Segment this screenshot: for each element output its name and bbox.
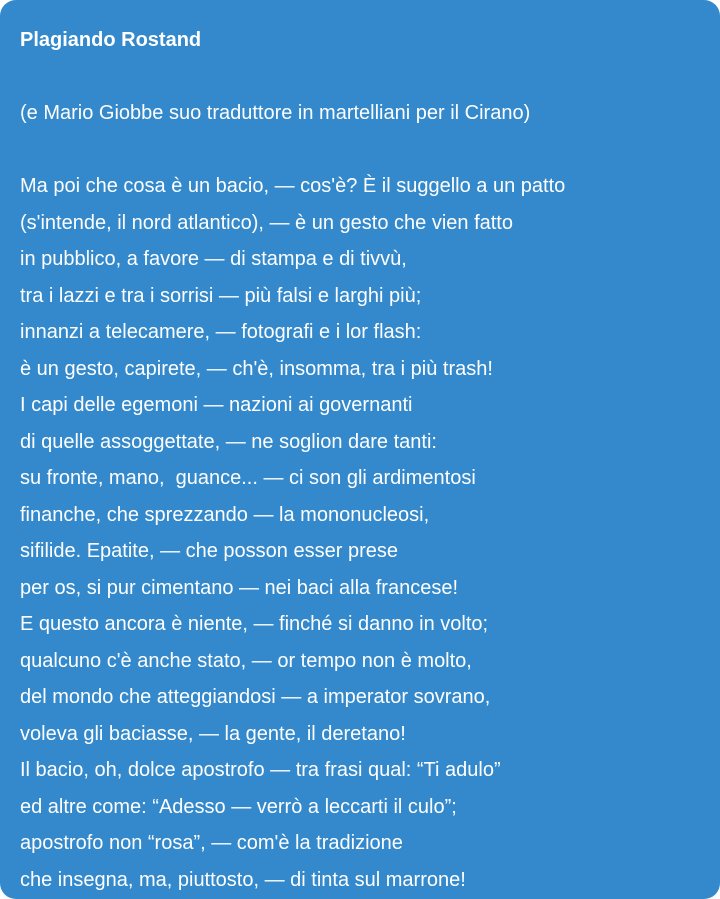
poem-line: E questo ancora è niente, — finché si danno in volto; xyxy=(20,613,489,635)
poem-line: per os, si pur cimentano — nei baci alla francese! xyxy=(20,576,458,599)
poem-line: sifilide. Epatite, — che posson esser prese xyxy=(20,540,398,562)
poem-line: Il bacio, oh, dolce apostrofo — tra frasi qual: “Ti adulo” xyxy=(20,759,501,781)
blank-line xyxy=(20,132,700,169)
poem-line: in pubblico, a favore — di stampa e di tivvù, xyxy=(20,248,407,270)
poem-line: di quelle assoggettate, — ne soglion dare tanti: xyxy=(20,430,437,453)
poem-line: del mondo che atteggiandosi — a imperator sovrano, xyxy=(20,686,491,708)
poem-line: qualcuno c'è anche stato, — or tempo non è molto, xyxy=(20,649,472,672)
poem-body xyxy=(20,168,700,898)
poem-line: Ma poi che cosa è un bacio, — cos'è? È il suggello a un patto xyxy=(20,175,566,197)
poem-line: è un gesto, capirete, — ch'è, insomma, tra i più trash! xyxy=(20,357,493,380)
message-title: Plagiando Rostand xyxy=(20,29,202,51)
poem-line: ed altre come: “Adesso — verrò a leccarti il culo”; xyxy=(20,795,457,818)
poem-line: che insegna, ma, piuttosto, — di tinta sul marrone! xyxy=(20,868,466,891)
poem-line: (s'intende, il nord atlantico), — è un gesto che vien fatto xyxy=(20,211,513,234)
blank-line xyxy=(20,59,700,96)
poem-line: voleva gli baciasse, — la gente, il deretano! xyxy=(20,722,406,745)
poem-line: innanzi a telecamere, — fotografi e i lor flash: xyxy=(20,321,422,343)
poem-line: tra i lazzi e tra i sorrisi — più falsi e larghi più; xyxy=(20,284,422,307)
poem-line: apostrofo non “rosa”, — com'è la tradizione xyxy=(20,832,403,854)
poem-line: I capi delle egemoni — nazioni ai governanti xyxy=(20,394,413,416)
message-subtitle: (e Mario Giobbe suo traduttore in martelliani per il Cirano) xyxy=(20,102,531,124)
poem-line: finanche, che sprezzando — la mononucleosi, xyxy=(20,503,430,526)
poem-line: su fronte, mano, guance... — ci son gli ardimentosi xyxy=(20,467,476,489)
